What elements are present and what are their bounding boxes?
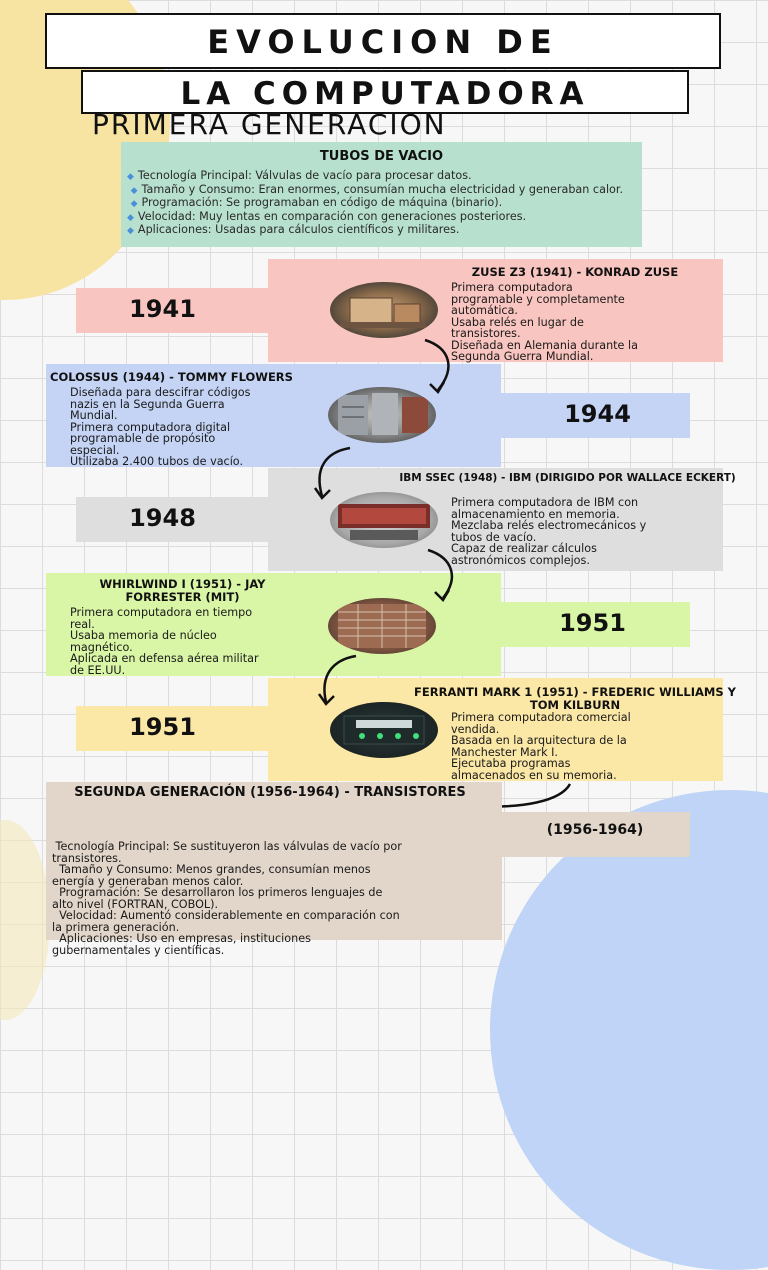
year-label: 1948 [129,504,196,532]
curved-arrow-icon [312,654,362,710]
diamond-bullet-icon: ◆ [127,212,134,223]
subtitle: PRIMERA GENERACION [92,108,447,141]
ferranti-photo [330,702,438,758]
diamond-bullet-icon: ◆ [127,172,134,182]
event-description: Primera computadora en tiempo real. Usaba memoria de núcleo magnético. Aplicada en defensa aérea militar de EE.UU. [70,606,259,677]
whirlwind-photo [328,598,436,654]
diamond-bullet-icon: ◆ [127,226,134,236]
decor-blob-blue [490,790,768,1270]
tubos-list [127,170,636,238]
year-label: 1951 [129,713,196,741]
tubos-item: ◆ Tecnología Principal: Válvulas de vacío para procesar datos. [127,169,472,182]
event-title: COLOSSUS (1944) - TOMMY FLOWERS [50,370,293,384]
computer-image-icon [328,598,436,654]
tubos-item: ◆ Velocidad: Muy lentas en comparación con generaciones posteriores. [127,209,527,223]
diamond-bullet-icon: ◆ [130,185,138,196]
curved-arrow-icon [425,548,465,604]
segunda-title: SEGUNDA GENERACIÓN (1956-1964) - TRANSISTORES [74,785,466,800]
title-line-1: EVOLUCION DE [45,13,721,69]
event-description: Primera computadora de IBM con almacenamiento en memoria. Mezclaba relés electromecánicos y tubos de vacío. Capaz de realizar cálculos astronómicos complejos. [451,496,647,567]
year-label: 1941 [129,295,196,323]
tubos-item: ◆ Programación: Se programaban en código de máquina (binario). [130,196,503,209]
event-description: Diseñada para descifrar códigos nazis en la Segunda Guerra Mundial. Primera computadora digital programable de propósito especial. Utilizaba 2.400 tubos de vacío. [70,386,251,468]
event-title: IBM SSEC (1948) - IBM (DIRIGIDO POR WALLACE ECKERT) [399,472,736,484]
segunda-description: Tecnología Principal: Se sustituyeron las válvulas de vacío por transistores. Tamaño y Consumo: Menos grandes, consumían menos energía y generaban menos calor. Programación: Se desarrollaron los primeros lenguajes de alto nivel (FORTRAN, COBOL). Velocidad: Aumentó considerablemente en comparación con la primera generación. Aplicaciones: Uso en empresas, instituciones gubernamentales y científicas. [52,840,402,957]
curved-arrow-icon [308,446,358,502]
event-description: Primera computadora comercial vendida. Basada en la arquitectura de la Manchester Mark I. Ejecutaba programas almacenados en su memoria. [451,711,631,782]
segunda-year-label: (1956-1964) [546,822,644,838]
title-line-2: LA COMPUTADORA [81,70,689,114]
computer-image-icon [330,702,438,758]
tubos-title: TUBOS DE VACIO [319,149,444,164]
event-description: Primera computadora programable y completamente automática. Usaba relés en lugar de transistores. Diseñada en Alemania durante la Segunda Guerra Mundial. [451,281,638,363]
tubos-item: ◆ Aplicaciones: Usadas para cálculos científicos y militares. [127,223,460,236]
year-label: 1944 [564,400,631,428]
diamond-bullet-icon: ◆ [130,199,138,209]
decor-blob-yellow-small [0,820,50,1020]
year-label: 1951 [559,609,626,637]
computer-image-icon [330,282,438,338]
event-title: FERRANTI MARK 1 (1951) - FREDERIC WILLIAMS Y TOM KILBURN [414,685,736,712]
event-title: WHIRLWIND I (1951) - JAY FORRESTER (MIT) [99,577,266,604]
tubos-item: ◆ Tamaño y Consumo: Eran enormes, consumían mucha electricidad y generaban calor. [130,182,624,196]
zuse-z3-photo [330,282,438,338]
curved-arrow-icon [420,338,460,398]
event-title: ZUSE Z3 (1941) - KONRAD ZUSE [471,265,679,279]
tubos-de-vacio-panel [121,142,642,247]
